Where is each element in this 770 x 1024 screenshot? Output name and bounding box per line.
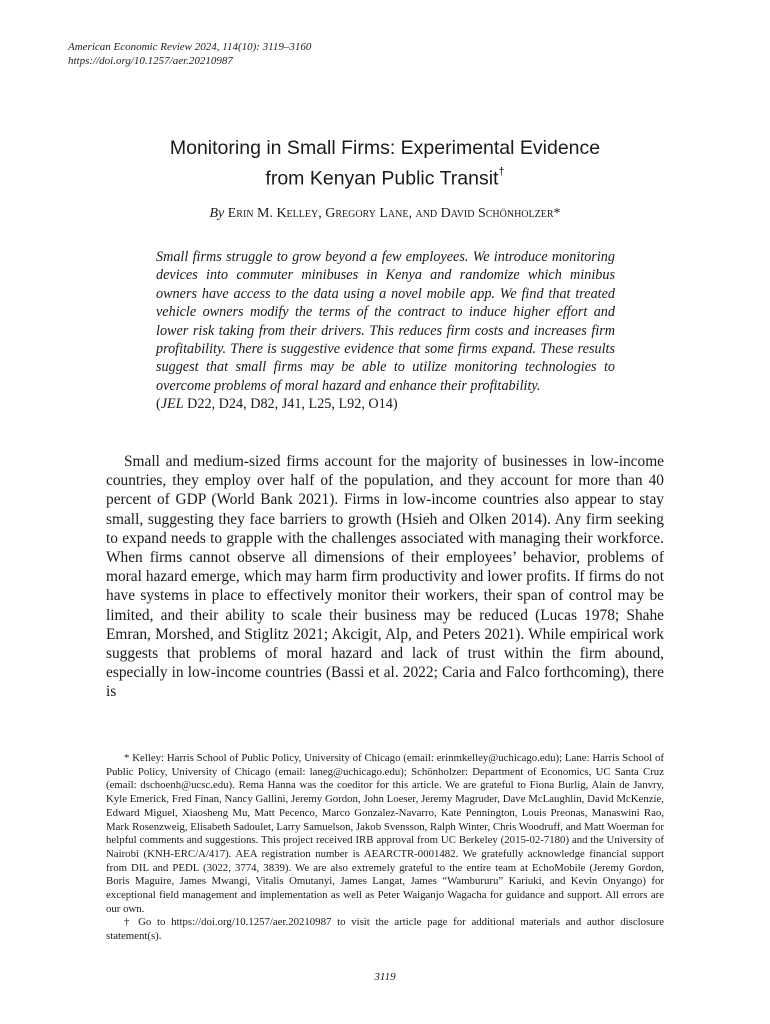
footnote-affiliations: * Kelley: Harris School of Public Policy, University of Chicago (email: erinmkelley@uchicago.edu); Lane: Harris School of Public Policy, University of Chicago (email: laneg@uchicago.edu); Schönholzer: Department of Economics, UC Santa Cruz (email: dschoenh@ucsc.edu). Rema Hanna was the coeditor for this article. We are grateful to Fiona Burlig, Alain de Janvry, Kyle Emerick, Fred Finan, Nancy Gallini, Jeremy Gordon, John Loeser, Jeremy Magruder, Dave McLaughlin, David McKenzie, Edward Miguel, Xiaosheng Mu, Matt Pecenco, Marco Gonzalez-Navarro, Kate Pennington, Louis Preonas, Manaswini Rao, Mark Rosenzweig, Elisabeth Sadoulet, Larry Samuelson, Jakob Svensson, Ralph Winter, Chris Woodruff, and Matt Woerman for helpful comments and suggestions. This project received IRB approval from UC Berkeley (2015-02-7180) and the University of Nairobi (KNH-ERC/A/417). AEA registration number is AEARCTR-0001482. We gratefully acknowledge financial support from DIL and PEDL (3022, 3774, 3839). We are also extremely grateful to the entire team at EchoMobile (Jeremy Gordon, Boris Maguire, James Mwangi, Vitalis Omutanyi, James Langat, James “Wambururu” Kariuki, and Kevin Onyango) for exceptional field management and implementation as well as Peter Waiganjo Wagacha for guidance and support. All errors are our own. xyxy=(106,752,664,915)
title-line-2 xyxy=(100,161,670,192)
body-paragraph: Small and medium-sized firms account for the majority of businesses in low-income countries, they employ over half of the population, and they account for more than 40 percent of GDP (World Bank 2021). Firms in low-income countries also appear to stay small, suggesting they face barriers to growth (Hsieh and Olken 2014). Any firm seeking to expand needs to grapple with the challenges associated with managing their workforce. When firms cannot observe all dimensions of their employees’ behavior, problems of moral hazard emerge, which may harm firm productivity and lower profits. If firms do not have systems in place to effectively monitor their workers, their span of control may be limited, and their ability to scale their business may be reduced (Lucas 1978; Shahe Emran, Morshed, and Stiglitz 2021; Akcigit, Alp, and Peters 2021). While empirical work suggests that problems of moral hazard and lack of trust within the firm abound, especially in low-income countries (Bassi et al. 2022; Caria and Falco forthcoming), there is xyxy=(106,453,664,701)
author-byline xyxy=(100,206,670,222)
footnote-dagger: † Go to https://doi.org/10.1257/aer.20210987 to visit the article page for additional materials and author disclosure statement(s). xyxy=(106,916,664,943)
journal-header xyxy=(68,40,311,68)
page-number: 3119 xyxy=(374,971,396,983)
author-names: Erin M. Kelley, Gregory Lane, and David Schönholzer* xyxy=(227,206,561,221)
abstract-text: Small firms struggle to grow beyond a few employees. We introduce monitoring devices into commuter minibuses in Kenya and randomize which minibus owners have access to the data using a novel mobile app. We find that treated vehicle owners modify the terms of the contract to induce higher effort and lower risk taking from their drivers. This reduces firm costs and increases firm profitability. There is suggestive evidence that some firms expand. These results suggest that small firms may be able to utilize monitoring technologies to overcome problems of moral hazard and enhance their profitability. xyxy=(156,249,615,394)
jel-codes: D22, D24, D82, J41, L25, L92, O14) xyxy=(187,396,398,413)
title-line-1: Monitoring in Small Firms: Experimental Evidence xyxy=(169,137,601,159)
journal-citation: American Economic Review 2024, 114(10): 3119–3160 xyxy=(68,41,312,53)
jel-codes-line xyxy=(156,396,398,412)
byline-by: By xyxy=(209,206,225,221)
paper-title xyxy=(100,135,670,192)
doi-line: https://doi.org/10.1257/aer.20210987 xyxy=(68,55,233,67)
jel-open-paren: ( xyxy=(156,396,161,413)
footnotes xyxy=(106,752,664,944)
jel-label: JEL xyxy=(160,396,184,413)
title-dagger-mark: † xyxy=(498,166,505,178)
title-line-2-text: from Kenyan Public Transit xyxy=(265,167,499,190)
abstract xyxy=(156,248,615,414)
